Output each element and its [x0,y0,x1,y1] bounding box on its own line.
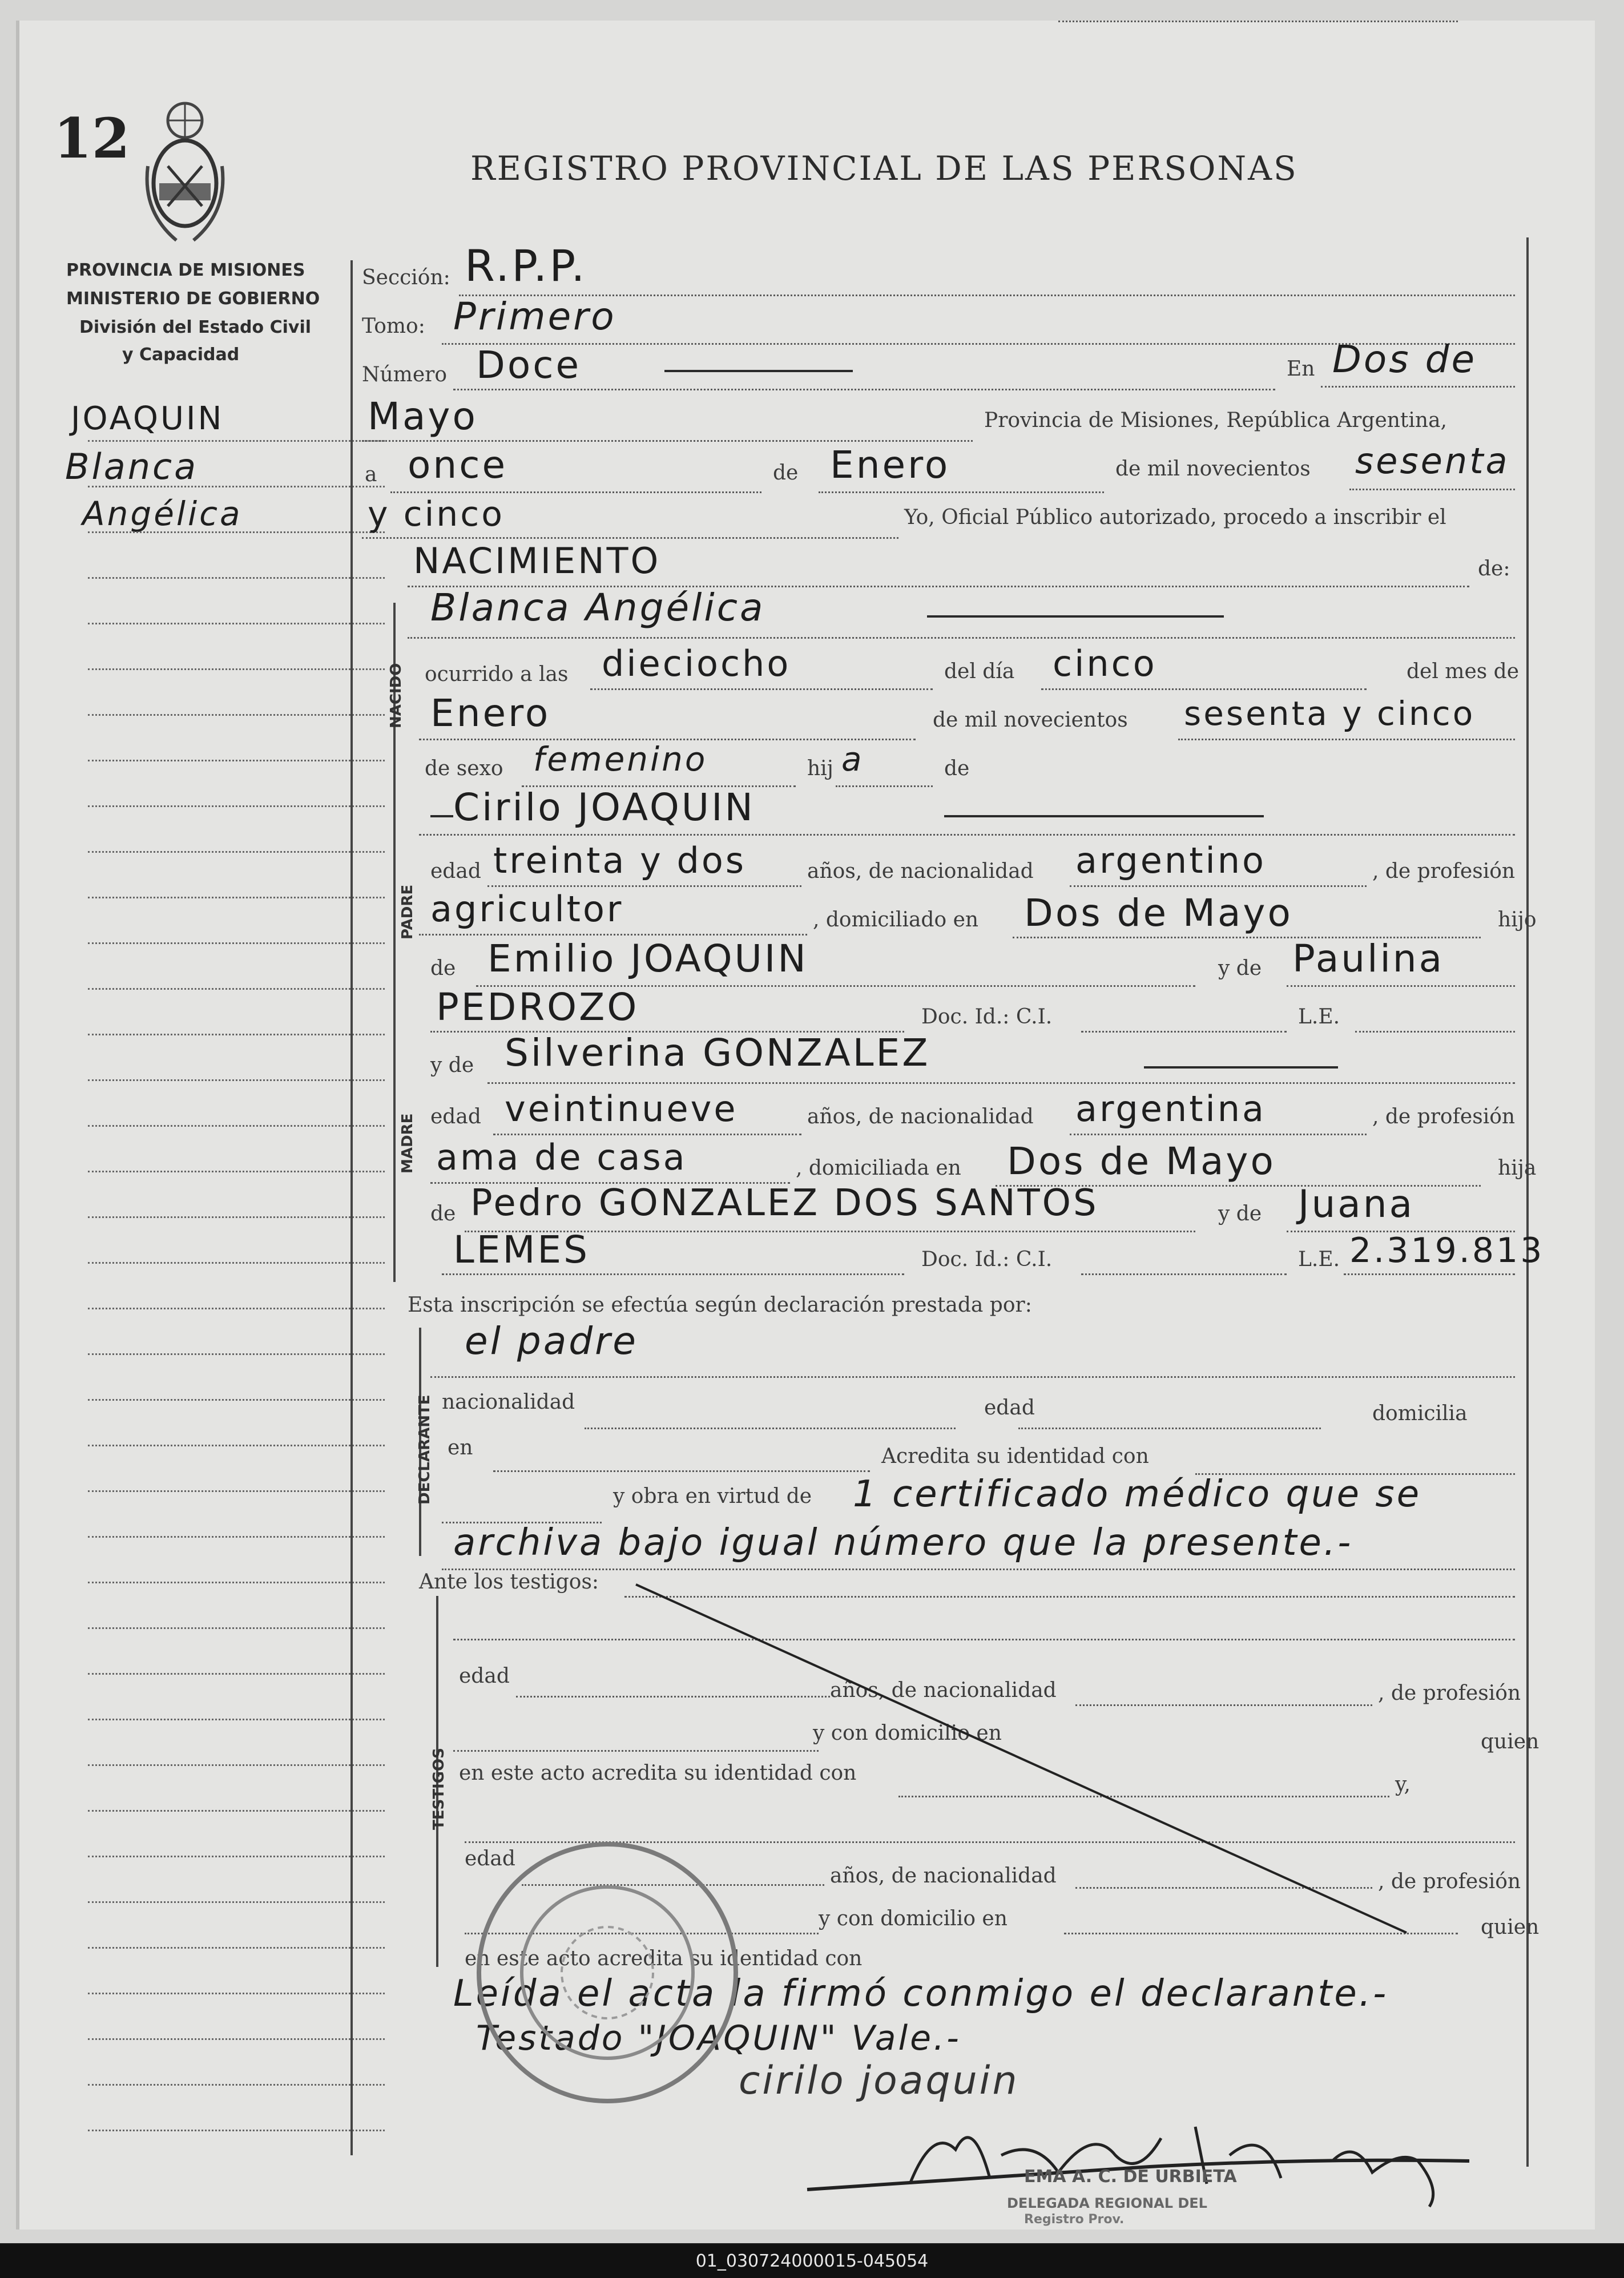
value-hij-suffix: a [841,740,864,779]
label-testigo2-edad: edad [465,1847,515,1870]
scan-id-footer: 01_030724000015-045054 [0,2244,1624,2278]
label-seccion: Sección: [362,266,450,289]
value-dia: once [408,443,508,487]
value-madre-prof: ama de casa [436,1136,687,1178]
margin-name-2: Angélica [82,494,243,533]
value-abuela-m: Juana [1298,1182,1415,1226]
label-testigo2-domicilio: y con domicilio en [819,1907,1008,1930]
registry-page [16,21,1595,2229]
value-madre-le: 2.319.813 [1349,1231,1545,1271]
label-ante-testigos: Ante los testigos: [419,1570,599,1594]
label-numero: Número [362,363,448,386]
value-abuelo-p: Emilio JOAQUIN [487,937,808,981]
label-nacionalidad: nacionalidad [442,1390,575,1414]
label-testigo1-quien: quien [1481,1730,1540,1753]
value-seccion: R.P.P. [465,240,587,291]
label-en: En [1287,357,1315,381]
label-provincia: Provincia de Misiones, República Argentina, [984,409,1448,432]
label-hijo: hijo [1498,908,1537,932]
label-testigo1-domicilio: y con domicilio en [813,1721,1002,1745]
value-mes-nac: Enero [430,691,551,735]
value-dia-nac: cinco [1053,643,1157,684]
label-de-sexo: de sexo [425,757,503,780]
label-testigo1-este-acto: en este acto acredita su identidad con [459,1761,857,1785]
value-anio-nac: sesenta y cinco [1184,694,1476,733]
stamp-official: EMA A. C. DE URBIETA [1024,2167,1237,2187]
value-lugar-2: Mayo [368,394,478,438]
side-label-nacido: NACIDO [388,663,405,728]
value-abuela-p-2: PEDROZO [436,985,639,1029]
value-padre: Cirilo JOAQUIN [453,785,755,829]
label-yo-oficial: Yo, Oficial Público autorizado, procedo a inscribir el [904,506,1446,529]
value-firma-1: cirilo joaquin [739,2058,1019,2103]
side-label-madre: MADRE [399,1113,416,1174]
label-a: a [365,463,377,486]
official-seal [470,1836,744,2110]
label-padre-edad: edad [430,860,481,883]
label-madre-doc: Doc. Id.: C.I. [921,1248,1053,1271]
value-nombre: Blanca Angélica [430,586,765,630]
value-madre-edad: veintinueve [505,1088,738,1130]
stamp-role-1: DELEGADA REGIONAL DEL [1007,2195,1207,2211]
value-padre-dom: Dos de Mayo [1024,891,1293,935]
label-testigo1-anos-nac: años, de nacionalidad [830,1679,1057,1702]
label-testigo2-profesion: , de profesión [1378,1870,1521,1893]
value-madre: Silverina GONZALEZ [505,1031,930,1075]
label-testigo2-anos-nac: años, de nacionalidad [830,1864,1057,1888]
label-madre-anos-nac: años, de nacionalidad [807,1105,1034,1128]
label-madre-le: L.E. [1298,1248,1340,1271]
value-sexo: femenino [533,740,708,779]
label-padre-anos-nac: años, de nacionalidad [807,860,1034,883]
label-de: de [773,461,799,485]
value-padre-prof: agricultor [430,888,624,930]
label-madre-y-de-2: y de [1218,1202,1262,1225]
label-testigo1-edad: edad [459,1664,510,1688]
label-testigo2-este-acto: en este acto acredita su identidad con [465,1947,863,1970]
label-madre-y-de: y de [430,1054,474,1077]
label-del-mes: del mes de [1407,660,1520,683]
value-anio-2: y cinco [368,494,505,534]
label-padre-de: de [430,957,456,980]
side-label-testigos: TESTIGOS [430,1748,448,1830]
label-testigo2-quien: quien [1481,1916,1540,1939]
value-tomo: Primero [453,295,616,338]
page-number: 12 [54,106,130,171]
value-obra-1: 1 certificado médico que se [853,1473,1422,1515]
value-testado: Testado "JOAQUIN" Vale.- [476,2018,961,2058]
label-del-dia: del día [944,660,1015,683]
label-padre-le: L.E. [1298,1005,1340,1029]
label-de-2: de [944,757,970,780]
label-domicilia: domicilia [1372,1402,1468,1425]
label-obra-virtud: y obra en virtud de [613,1485,812,1508]
province-line-1: PROVINCIA DE MISIONES [66,260,305,280]
label-mil-novecientos-2: de mil novecientos [933,708,1128,732]
value-numero: Doce [476,343,582,387]
margin-name-1: Blanca [65,446,199,487]
value-padre-nac: argentino [1075,840,1266,881]
label-madre-domiciliada: , domiciliada en [796,1156,961,1180]
label-acredita: Acredita su identidad con [881,1445,1149,1468]
value-abuela-m-2: LEMES [453,1228,590,1272]
label-hija: hija [1498,1156,1537,1180]
side-label-declarante: DECLARANTE [416,1394,433,1505]
value-obra-2: archiva bajo igual número que la presente.- [453,1522,1353,1564]
province-line-2: MINISTERIO DE GOBIERNO [66,289,320,309]
value-lugar: Dos de [1332,337,1477,381]
label-mil-novecientos: de mil novecientos [1115,457,1311,481]
side-label-padre: PADRE [399,884,416,940]
value-anio-1: sesenta [1355,440,1510,482]
value-padre-edad: treinta y dos [493,840,747,881]
label-declarante-en: en [448,1436,473,1459]
margin-surname: JOAQUIN [71,400,224,437]
label-madre-de: de [430,1202,456,1225]
label-declarante-edad: edad [984,1396,1035,1420]
province-line-4: y Capacidad [122,345,240,365]
province-line-3: División del Estado Civil [79,317,312,337]
label-madre-edad: edad [430,1105,481,1128]
value-hora: dieciocho [602,643,791,684]
value-leida: Leída el acta la firmó conmigo el declarante.- [453,1973,1389,2015]
value-declarante: el padre [465,1319,638,1363]
value-abuela-p: Paulina [1292,937,1445,981]
value-madre-nac: argentina [1075,1088,1267,1130]
value-madre-dom: Dos de Mayo [1007,1139,1276,1183]
cancellation-line [19,21,1595,2229]
registry-title: REGISTRO PROVINCIAL DE LAS PERSONAS [470,149,1298,188]
value-mes: Enero [830,443,950,487]
stamp-role-2: Registro Prov. [1024,2212,1125,2227]
label-hij: hij [807,757,833,780]
label-esta-inscripcion: Esta inscripción se efectúa según declaración prestada por: [408,1293,1032,1317]
label-testigo1-profesion: , de profesión [1378,1682,1521,1705]
label-testigo1-y: y, [1395,1773,1411,1796]
label-padre-profesion: , de profesión [1372,860,1516,883]
value-abuelo-m: Pedro GONZALEZ DOS SANTOS [470,1182,1099,1224]
label-ocurrido: ocurrido a las [425,663,569,686]
label-madre-profesion: , de profesión [1372,1105,1516,1128]
label-padre-y-de: y de [1218,957,1262,980]
label-padre-doc: Doc. Id.: C.I. [921,1005,1053,1029]
label-padre-domiciliado: , domiciliado en [813,908,979,932]
value-acto: NACIMIENTO [413,540,661,582]
label-de-colon: de: [1478,557,1510,580]
label-tomo: Tomo: [362,315,425,338]
